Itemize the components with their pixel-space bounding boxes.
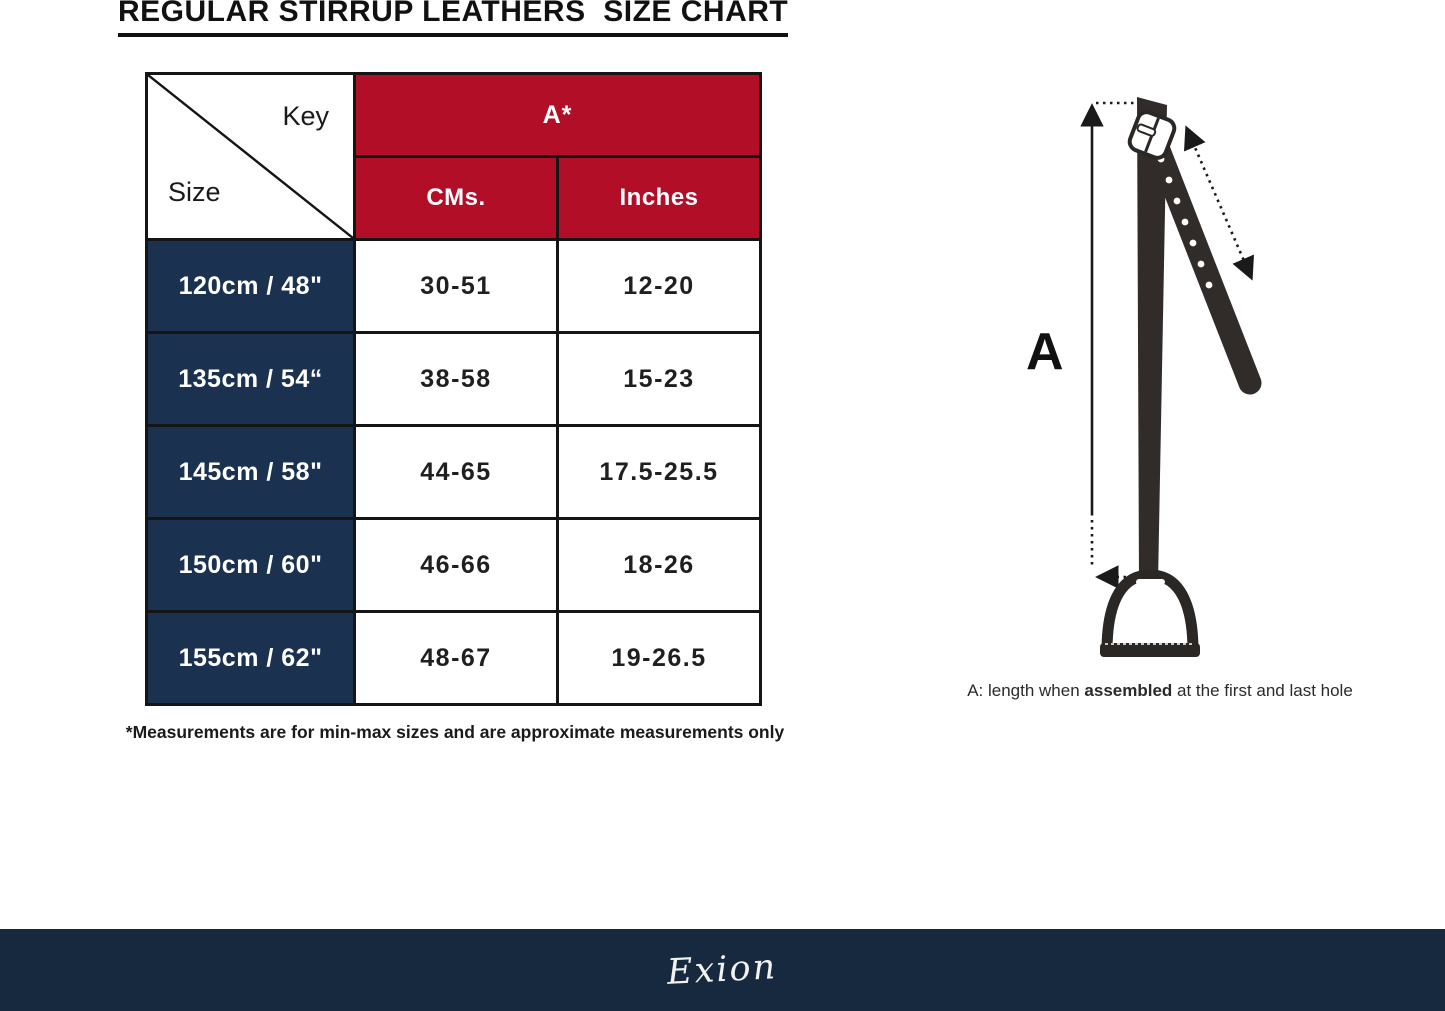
size-chart-table [145, 72, 762, 706]
table-header-row [147, 74, 761, 157]
table-row [147, 519, 761, 612]
measurements-footnote: *Measurements are for min-max sizes and are approximate measurements only [125, 722, 785, 742]
column-header-inches: Inches [558, 157, 761, 240]
row-inches-value: 18-26 [558, 519, 761, 612]
caption-suffix: at the first and last hole [1172, 681, 1353, 700]
corner-size-label: Size [168, 177, 221, 207]
table-row [147, 612, 761, 705]
row-size-label: 145cm / 58" [147, 426, 355, 519]
row-cms-value: 44-65 [355, 426, 558, 519]
row-cms-value: 38-58 [355, 333, 558, 426]
row-size-label: 120cm / 48" [147, 240, 355, 333]
diagram-caption [905, 681, 1415, 701]
row-size-label: 150cm / 60" [147, 519, 355, 612]
row-cms-value: 46-66 [355, 519, 558, 612]
diagonal-strap [1153, 135, 1250, 383]
row-size-label: 155cm / 62" [147, 612, 355, 705]
column-header-cms: CMs. [355, 157, 558, 240]
row-inches-value: 12-20 [558, 240, 761, 333]
group-header-a: A* [355, 74, 761, 157]
corner-key-label: Key [282, 101, 329, 131]
dimension-a-label: A [1026, 323, 1064, 381]
table-row [147, 333, 761, 426]
brand-logo: Exion [666, 947, 779, 993]
table-row [147, 240, 761, 333]
row-cms-value: 30-51 [355, 240, 558, 333]
row-cms-value: 48-67 [355, 612, 558, 705]
table-row [147, 426, 761, 519]
page-title: REGULAR STIRRUP LEATHERS SIZE CHART [118, 0, 788, 37]
row-inches-value: 19-26.5 [558, 612, 761, 705]
caption-bold-word: assembled [1084, 681, 1173, 700]
diagonal-divider [148, 75, 353, 238]
row-inches-value: 17.5-25.5 [558, 426, 761, 519]
corner-cell [147, 74, 355, 240]
stirrup-iron [1100, 575, 1200, 657]
row-inches-value: 15-23 [558, 333, 761, 426]
row-size-label: 135cm / 54“ [147, 333, 355, 426]
caption-prefix: A: length when [967, 681, 1085, 700]
footer-bar [0, 929, 1445, 1011]
